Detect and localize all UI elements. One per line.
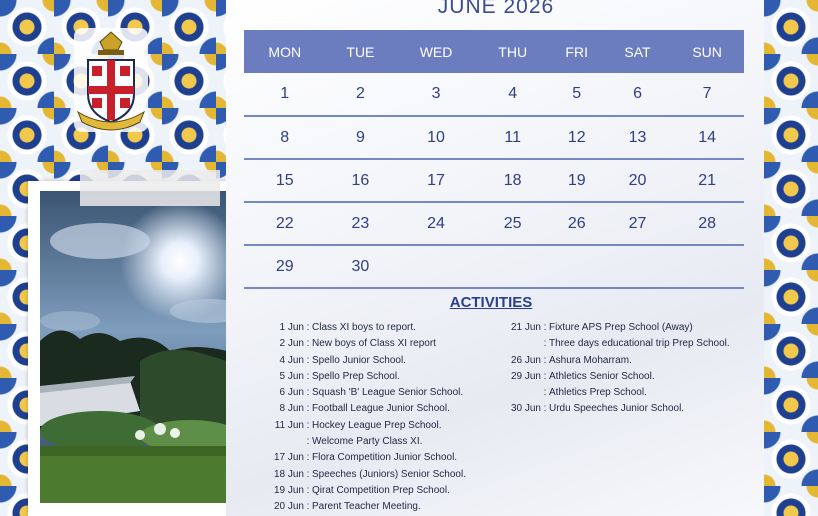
activity-item [256,369,506,385]
activity-separator: : [543,322,547,333]
activity-text: Urdu Speeches Junior School. [549,403,685,415]
day-cell: 6 [605,73,670,116]
activities-list-right [497,320,759,418]
activity-item [256,401,506,417]
activity-date: 21 Jun [510,322,541,333]
activity-date [256,434,304,450]
day-cell: 7 [670,73,744,116]
activity-separator: : [306,501,310,513]
activity-separator: : [543,403,547,415]
activity-item [256,336,506,352]
school-crest-icon [70,28,152,132]
activity-separator: : [306,403,310,415]
day-cell: 18 [477,159,549,202]
day-cell: 19 [549,159,605,202]
activity-date [497,336,541,352]
weekday-header-row [244,30,744,73]
day-cell: 21 [670,159,744,202]
activity-date: 11 Jun [274,419,304,431]
activity-date: 2 Jun [279,338,304,350]
week-row [244,159,744,202]
activity-text: Flora Competition Junior School. [312,452,458,464]
activity-date: 19 Jun [273,484,304,496]
photo-tape [80,170,220,206]
activity-separator: : [306,387,310,399]
weekday-header: SAT [605,30,670,73]
activity-item [256,320,506,336]
activity-item [497,401,759,417]
day-cell: 23 [325,202,395,245]
activity-separator: : [306,419,310,431]
activity-date: 4 Jun [279,354,304,366]
day-cell: 28 [670,202,744,245]
day-cell: 5 [549,73,605,116]
day-cell: 4 [477,73,549,116]
activity-text: Ashura Moharram. [549,354,632,366]
activity-date: 20 Jun [273,501,304,513]
activities-list-left [256,320,506,516]
activity-date: 29 Jun [510,370,541,382]
photo-frame [28,181,256,516]
activity-text: Fixture APS Prep School (Away) [549,322,693,333]
weekday-header: SUN [670,30,744,73]
day-cell [605,245,670,288]
day-cell: 8 [244,116,325,159]
activity-date: 6 Jun [279,387,304,399]
activity-text: Qirat Competition Prep School. [312,484,450,496]
activity-item [256,499,506,515]
activity-text: Three days educational trip Prep School. [549,338,730,350]
weekday-header: WED [395,30,476,73]
activity-date: 17 Jun [273,452,304,464]
calendar-grid [244,30,744,289]
week-row [244,73,744,116]
day-cell: 27 [605,202,670,245]
weekday-header: MON [244,30,325,73]
activity-text: Speeches (Juniors) Senior School. [312,468,466,480]
day-cell: 1 [244,73,325,116]
activity-item [256,353,506,369]
day-cell: 29 [244,245,325,288]
activity-item [256,483,506,499]
day-cell: 30 [325,245,395,288]
activity-item [497,353,759,369]
day-cell [395,245,476,288]
activity-date: 8 Jun [279,403,304,415]
week-row [244,116,744,159]
weekday-header: TUE [325,30,395,73]
day-cell: 20 [605,159,670,202]
week-row [244,245,744,288]
activity-text: Athletics Senior School. [549,370,655,382]
activity-date: 18 Jun [273,468,304,480]
day-cell: 17 [395,159,476,202]
activity-separator: : [306,436,310,448]
day-cell: 24 [395,202,476,245]
activity-item [497,336,759,352]
weekday-header: THU [477,30,549,73]
day-cell: 10 [395,116,476,159]
activity-separator: : [543,387,547,399]
activity-item [256,450,506,466]
activity-text: Parent Teacher Meeting. [312,501,421,513]
activity-separator: : [543,338,547,350]
day-cell: 14 [670,116,744,159]
day-cell: 12 [549,116,605,159]
calendar-panel [226,0,764,516]
activity-separator: : [306,468,310,480]
day-cell [549,245,605,288]
activity-date: 1 Jun [279,322,304,333]
activity-date: 26 Jun [510,354,541,366]
activity-text: Spello Junior School. [312,354,406,366]
activity-separator: : [306,322,310,333]
activity-item [256,418,506,434]
campus-night-photo [40,191,244,503]
activity-separator: : [543,370,547,382]
activity-text: Squash 'B' League Senior School. [312,387,464,399]
day-cell: 2 [325,73,395,116]
activity-item [497,320,759,336]
activity-item [256,467,506,483]
activity-separator: : [306,338,310,350]
activity-date [497,385,541,401]
day-cell: 16 [325,159,395,202]
activity-text: Class XI boys to report. [312,322,416,333]
activity-text: Spello Prep School. [312,370,400,382]
activity-text: New boys of Class XI report [312,338,436,350]
week-row [244,202,744,245]
day-cell: 3 [395,73,476,116]
activity-separator: : [306,370,310,382]
day-cell: 25 [477,202,549,245]
activity-text: Hockey League Prep School. [312,419,442,431]
day-cell [670,245,744,288]
activity-separator: : [543,354,547,366]
activity-separator: : [306,484,310,496]
activity-separator: : [306,354,310,366]
activity-date: 5 Jun [279,370,304,382]
activity-text: Welcome Party Class XI. [312,436,423,448]
day-cell: 15 [244,159,325,202]
activity-text: Football League Junior School. [312,403,450,415]
activity-item [497,385,759,401]
activity-separator: : [306,452,310,464]
activity-item [256,434,506,450]
activity-item [497,369,759,385]
weekday-header: FRI [549,30,605,73]
activities-title: ACTIVITIES [449,294,533,311]
activity-item [256,385,506,401]
month-title: JUNE 2026 [437,0,555,18]
decorative-tile-panel-right [764,0,818,516]
day-cell: 13 [605,116,670,159]
day-cell: 9 [325,116,395,159]
day-cell [477,245,549,288]
day-cell: 11 [477,116,549,159]
day-cell: 22 [244,202,325,245]
day-cell: 26 [549,202,605,245]
activity-text: Athletics Prep School. [549,387,647,399]
activity-date: 30 Jun [510,403,541,415]
